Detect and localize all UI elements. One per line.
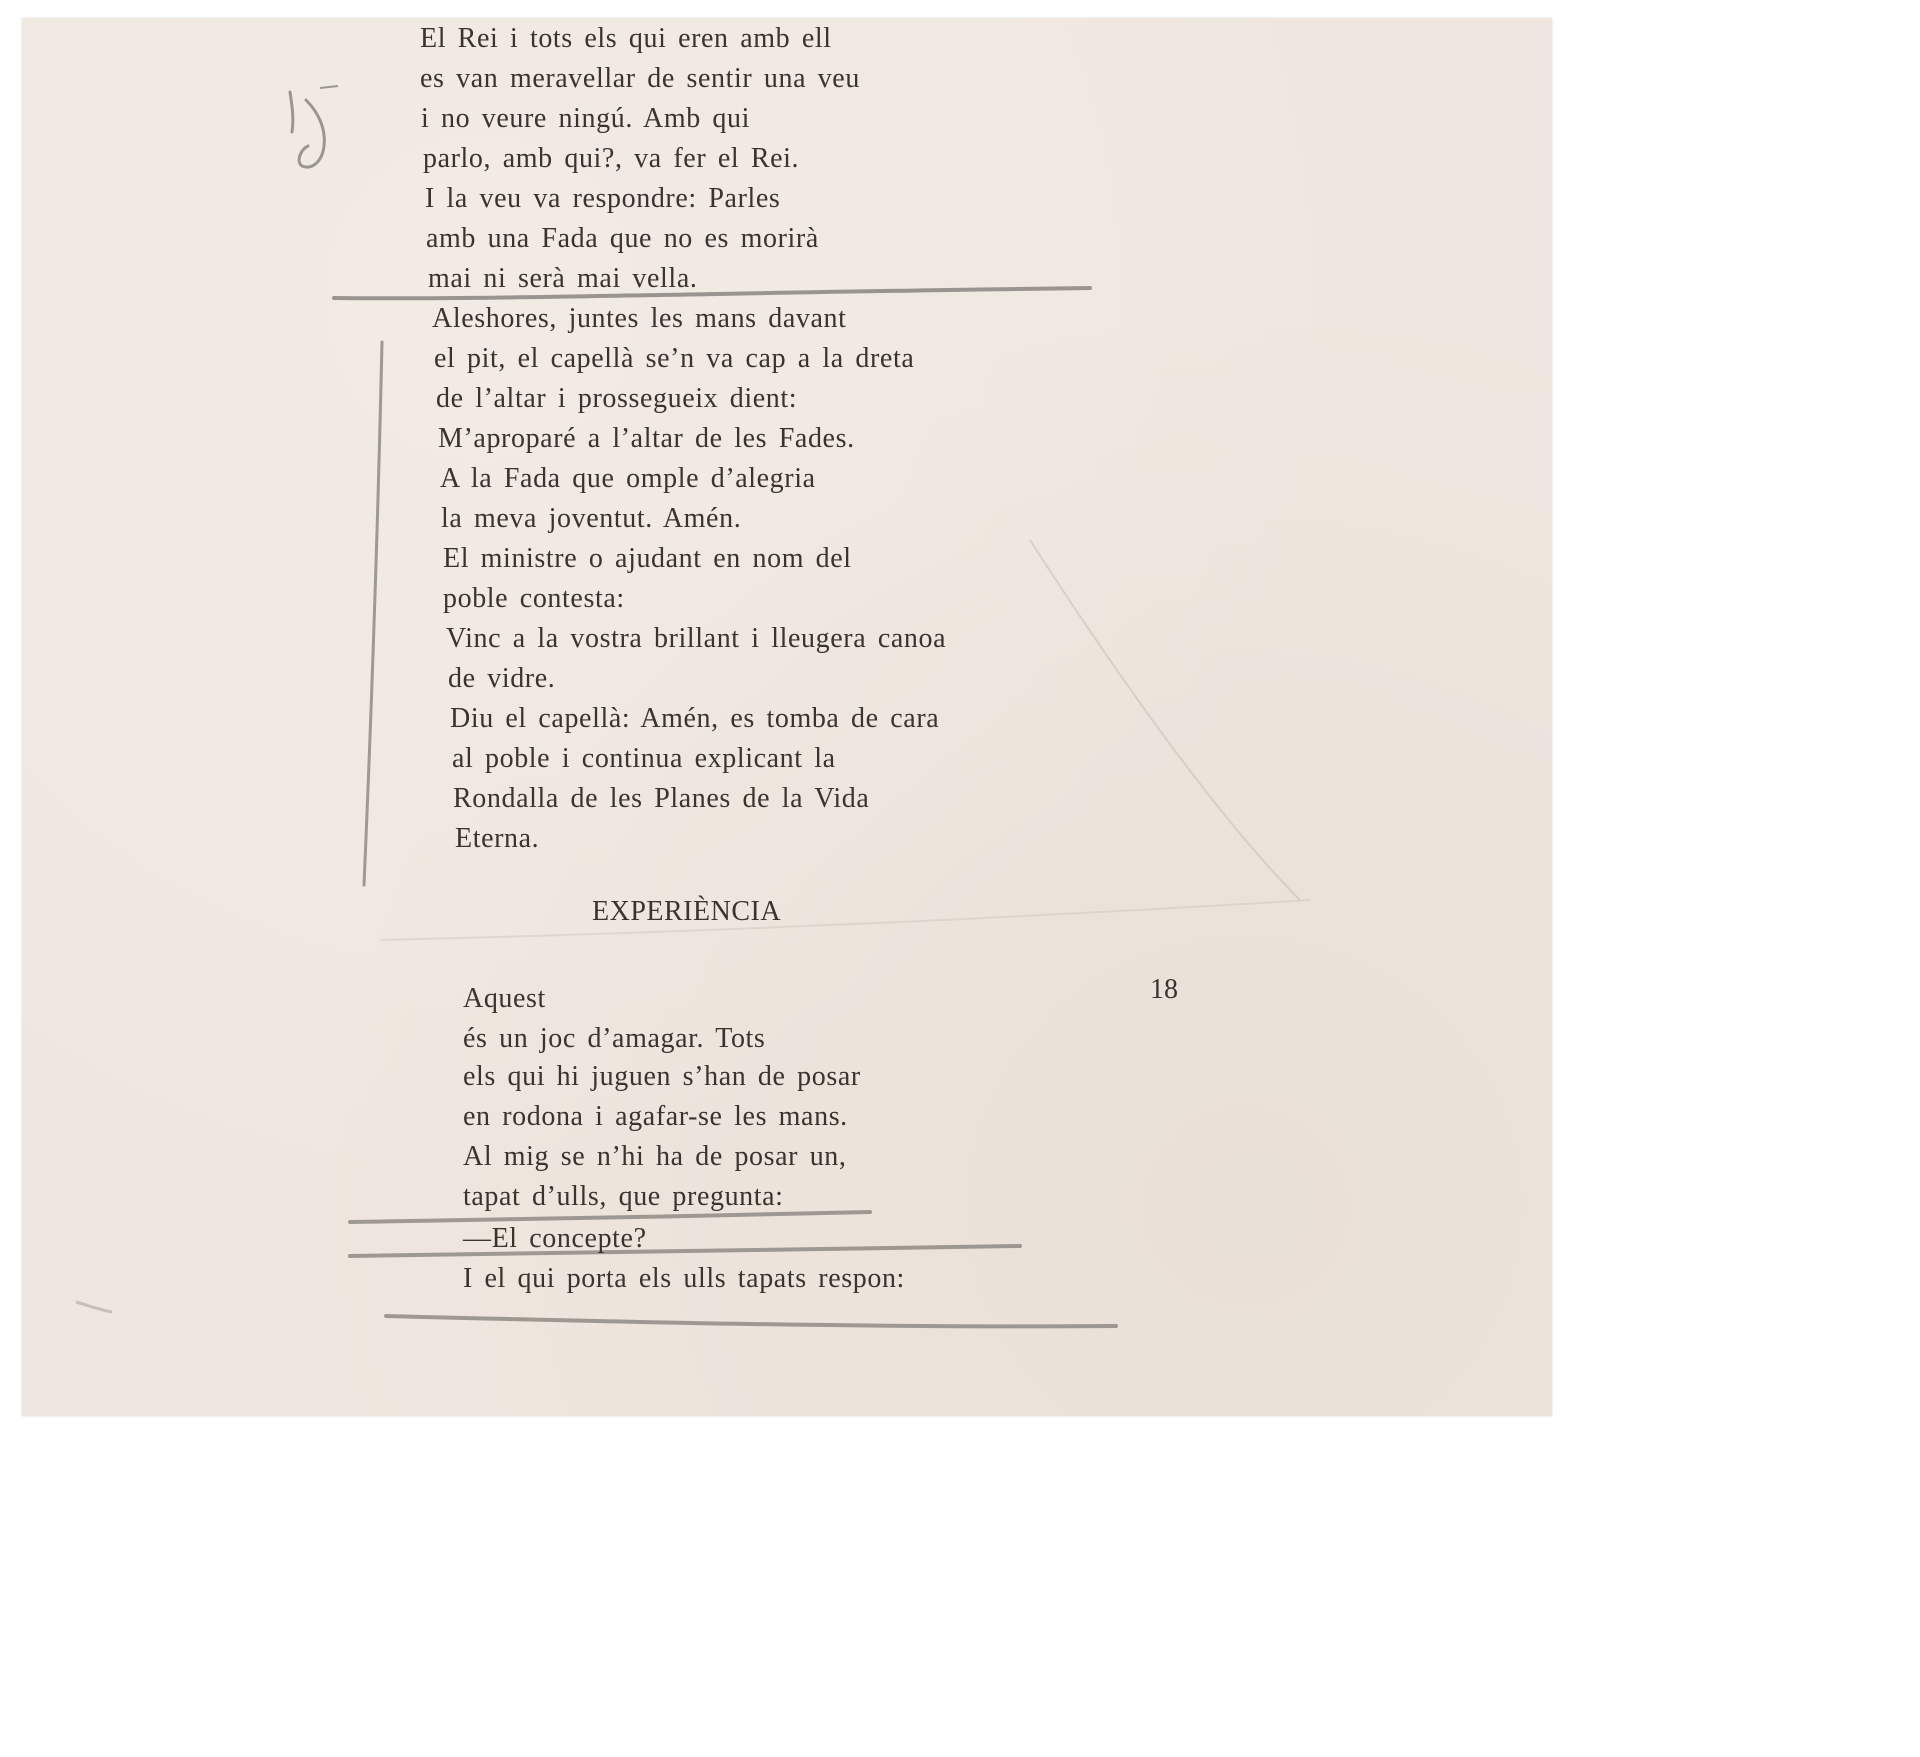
text-line: de l’altar i prossegueix dient: xyxy=(436,383,798,414)
text-line: Diu el capellà: Amén, es tomba de cara xyxy=(450,703,940,734)
text-line: mai ni serà mai vella. xyxy=(428,263,698,294)
text-line: es van meravellar de sentir una veu xyxy=(420,63,860,94)
text-line: i no veure ningú. Amb qui xyxy=(421,103,750,134)
text-line: la meva joventut. Amén. xyxy=(441,503,742,534)
text-line: parlo, amb qui?, va fer el Rei. xyxy=(423,143,800,174)
text-line: amb una Fada que no es morirà xyxy=(426,223,819,254)
text-line: I la veu va respondre: Parles xyxy=(425,183,781,214)
text-line: —El concepte? xyxy=(463,1223,647,1254)
text-line: Al mig se n’hi ha de posar un, xyxy=(463,1141,847,1172)
text-line: és un joc d’amagar. Tots xyxy=(463,1023,766,1054)
text-line: el pit, el capellà se’n va cap a la dreta xyxy=(434,343,915,374)
text-line: poble contesta: xyxy=(443,583,625,614)
text-line: tapat d’ulls, que pregunta: xyxy=(463,1181,784,1212)
page-number: 18 xyxy=(1150,974,1178,1005)
text-line: els qui hi juguen s’han de posar xyxy=(463,1061,861,1092)
text-line: A la Fada que omple d’alegria xyxy=(440,463,816,494)
text-line: Vinc a la vostra brillant i lleugera canoa xyxy=(446,623,947,654)
text-line: Rondalla de les Planes de la Vida xyxy=(453,783,870,814)
text-line: I el qui porta els ulls tapats respon: xyxy=(463,1263,905,1294)
text-line: Aquest xyxy=(463,983,546,1014)
text-line: en rodona i agafar-se les mans. xyxy=(463,1101,848,1132)
text-line: Aleshores, juntes les mans davant xyxy=(432,303,847,334)
text-line: El Rei i tots els qui eren amb ell xyxy=(420,23,832,54)
text-line: de vidre. xyxy=(448,663,556,694)
text-line: al poble i continua explicant la xyxy=(452,743,836,774)
text-line: M’aproparé a l’altar de les Fades. xyxy=(438,423,855,454)
text-line: Eterna. xyxy=(455,823,540,854)
section-title: EXPERIÈNCIA xyxy=(592,896,782,927)
text-line: El ministre o ajudant en nom del xyxy=(443,543,852,574)
